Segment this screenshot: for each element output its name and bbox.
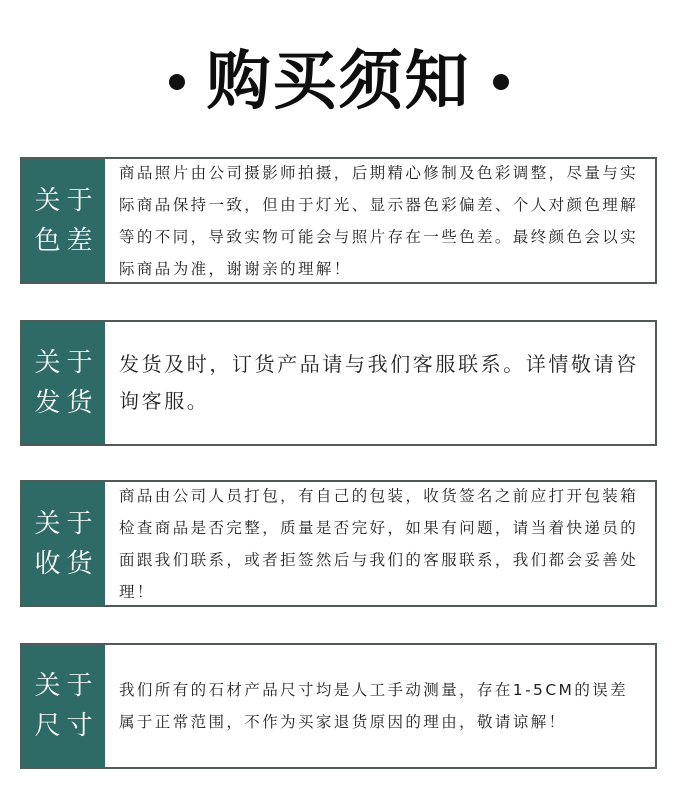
notice-card-size <box>20 643 657 769</box>
card-label-line1: 关于 <box>34 671 99 701</box>
card-text: 发货及时，订货产品请与我们客服联系。详情敬请咨询客服。 <box>119 352 639 413</box>
card-label <box>22 645 105 767</box>
page-title: 购买须知 <box>206 45 471 119</box>
card-label-line1: 关于 <box>34 508 99 539</box>
card-label-line2: 色差 <box>34 225 99 256</box>
card-label <box>22 322 105 444</box>
notice-card-shipping <box>20 320 657 446</box>
card-label <box>22 159 105 282</box>
card-label-line1: 关于 <box>34 185 99 216</box>
page-header <box>0 38 677 126</box>
card-text: 商品照片由公司摄影师拍摄，后期精心修制及色彩调整，尽量与实际商品保持一致，但由于灯光、显示器色彩偏差、个人对颜色理解等的不同，导致实物可能会与照片存在一些色差。最终颜色会以实际商品为准，谢谢亲的理解！ <box>119 163 639 278</box>
bullet-dot-left <box>169 74 185 90</box>
card-text: 商品由公司人员打包，有自己的包装，收货签名之前应打开包装箱检查商品是否完整，质量是否完好，如果有问题，请当着快递员的面跟我们联系，或者拒签然后与我们的客服联系，我们都会妥善处理！ <box>119 486 639 601</box>
card-label-line2: 收货 <box>34 548 99 579</box>
card-label-line2: 发货 <box>34 388 99 418</box>
card-label-line1: 关于 <box>34 348 99 378</box>
card-label-line2: 尺寸 <box>34 711 99 741</box>
bullet-dot-right <box>493 74 509 90</box>
card-text: 我们所有的石材产品尺寸均是人工手动测量，存在1-5CM的误差属于正常范围，不作为买家退货原因的理由，敬请谅解！ <box>119 681 629 731</box>
card-label <box>22 482 105 605</box>
notice-card-receiving <box>20 480 657 607</box>
notice-card-color-difference <box>20 157 657 284</box>
